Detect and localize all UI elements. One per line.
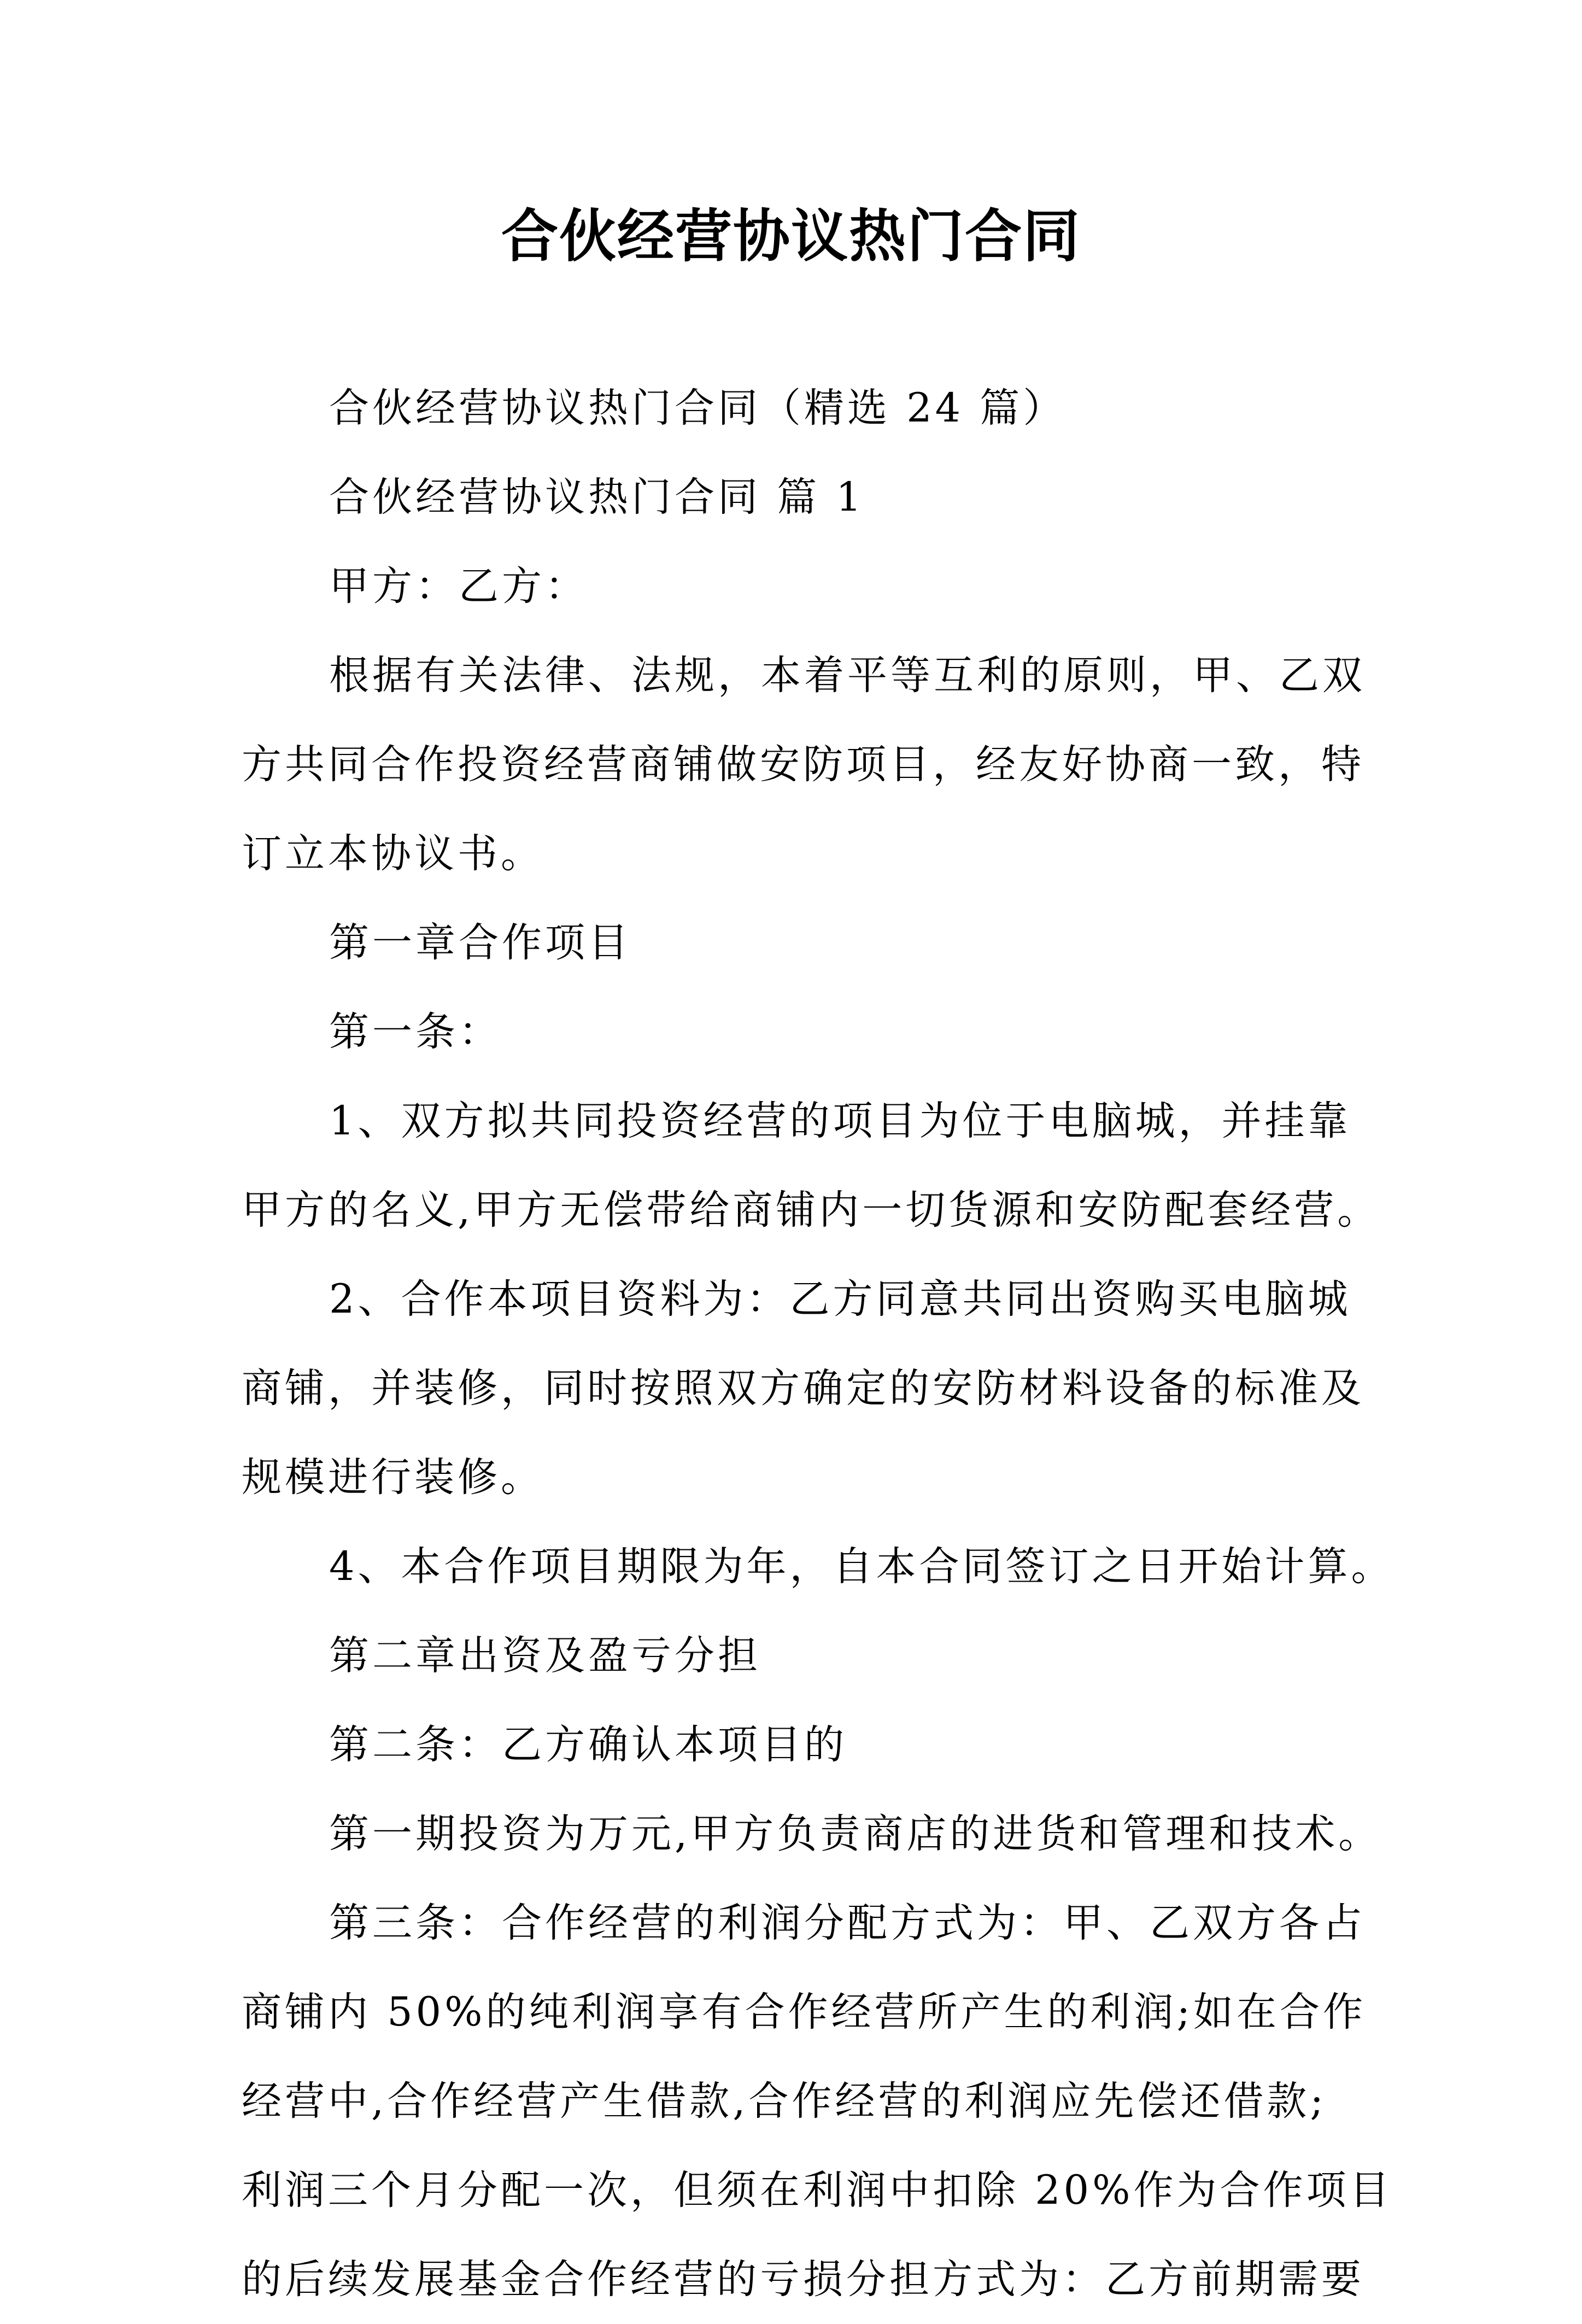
paragraph-line: 根据有关法律、法规，本着平等互利的原则，甲、乙双 [329,652,1366,699]
paragraph-line: 规模进行装修。 [242,1454,544,1501]
paragraph-line: 的后续发展基金合作经营的亏损分担方式为：乙方前期需要 [242,2256,1364,2303]
document-body [242,364,1394,2324]
paragraph-line: 订立本协议书。 [242,830,544,877]
chapter-heading: 第二章出资及盈亏分担 [329,1632,761,1679]
paragraph-line: 2、合作本项目资料为：乙方同意共同出资购买电脑城 [329,1276,1351,1322]
document-title: 合伙经营协议热门合同 [501,202,1081,270]
paragraph-line: 4、本合作项目期限为年，自本合同签订之日开始计算。 [329,1543,1394,1590]
article-heading: 第一条： [329,1009,502,1055]
section-heading: 合伙经营协议热门合同 篇 1 [329,474,865,520]
chapter-heading: 第一章合作项目 [329,920,631,966]
subtitle-line: 合伙经营协议热门合同（精选 24 篇） [329,385,1067,431]
paragraph-line: 第三条：合作经营的利润分配方式为：甲、乙双方各占 [329,1900,1366,1946]
paragraph-line: 经营中,合作经营产生借款,合作经营的利润应先偿还借款; [242,2078,1327,2124]
article-heading: 第二条：乙方确认本项目的 [329,1722,847,1768]
paragraph-line: 方共同合作投资经营商铺做安防项目，经友好协商一致，特 [242,741,1364,788]
paragraph-line: 商铺，并装修，同时按照双方确定的安防材料设备的标准及 [242,1365,1364,1412]
parties-line: 甲方：乙方： [329,563,588,610]
paragraph-line: 商铺内 50%的纯利润享有合作经营所产生的利润;如在合作 [242,1989,1367,2035]
paragraph-line: 1、双方拟共同投资经营的项目为位于电脑城，并挂靠 [329,1098,1351,1144]
paragraph-line: 利润三个月分配一次，但须在利润中扣除 20%作为合作项目 [242,2167,1393,2214]
paragraph-line: 第一期投资为万元,甲方负责商店的进货和管理和技术。 [329,1811,1382,1857]
paragraph-line: 甲方的名义,甲方无偿带给商铺内一切货源和安防配套经营。 [242,1187,1381,1233]
